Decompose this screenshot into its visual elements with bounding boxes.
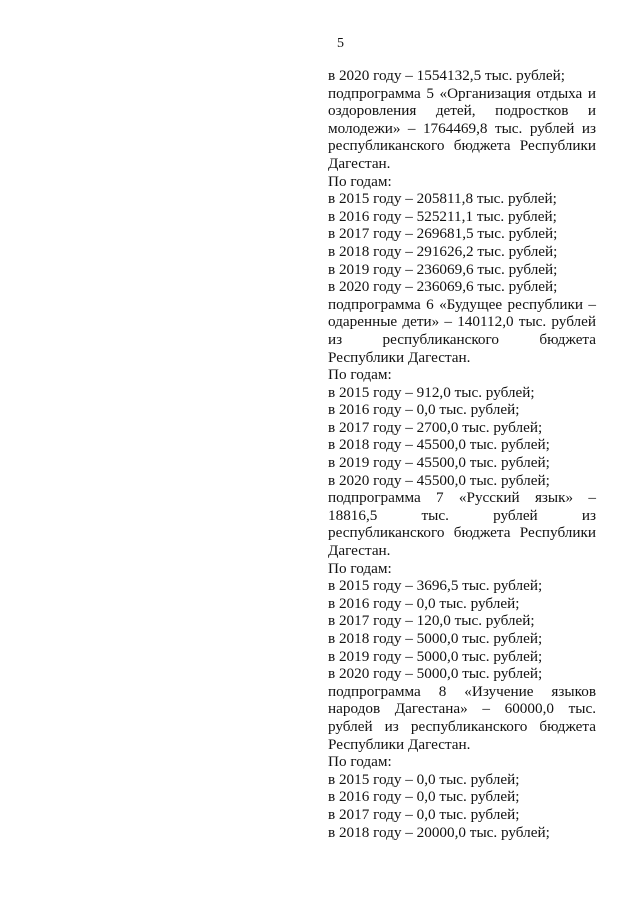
subprogram-5-line: оздоровления детей, подростков и bbox=[328, 102, 596, 120]
subprogram-8-line: Республики Дагестан. bbox=[328, 735, 471, 753]
year-line: в 2016 году – 525211,1 тыс. рублей; bbox=[328, 207, 557, 225]
year-line: в 2015 году – 912,0 тыс. рублей; bbox=[328, 383, 535, 401]
text-line: в 2020 году – 1554132,5 тыс. рублей; bbox=[328, 67, 565, 84]
year-line: в 2017 году – 2700,0 тыс. рублей; bbox=[328, 418, 543, 436]
year-line: в 2018 году – 20000,0 тыс. рублей; bbox=[328, 823, 550, 841]
year-line: в 2020 году – 5000,0 тыс. рублей; bbox=[328, 665, 543, 683]
year-line: в 2017 году – 269681,5 тыс. рублей; bbox=[328, 225, 558, 243]
subprogram-5-line: молодежи» – 1764469,8 тыс. рублей из bbox=[328, 119, 596, 137]
subprogram-8-line: подпрограмма 8 «Изучение языков bbox=[328, 682, 596, 700]
year-line: в 2017 году – 120,0 тыс. рублей; bbox=[328, 612, 535, 630]
subprogram-6-line: из республиканского бюджета bbox=[328, 330, 596, 348]
subprogram-5-line: республиканского бюджета Республики bbox=[328, 137, 596, 155]
subprogram-7-line: подпрограмма 7 «Русский язык» – bbox=[328, 489, 596, 507]
subprogram-8-line: рублей из республиканского бюджета bbox=[328, 717, 596, 735]
year-line: в 2019 году – 45500,0 тыс. рублей; bbox=[328, 454, 550, 472]
year-line: в 2018 году – 5000,0 тыс. рублей; bbox=[328, 630, 543, 647]
year-line: в 2015 году – 3696,5 тыс. рублей; bbox=[328, 577, 543, 595]
subprogram-6-line: подпрограмма 6 «Будущее республики – bbox=[328, 295, 596, 313]
year-line: в 2016 году – 0,0 тыс. рублей; bbox=[328, 401, 520, 419]
page-number: 5 bbox=[337, 36, 344, 51]
year-line: в 2016 году – 0,0 тыс. рублей; bbox=[328, 788, 520, 806]
year-line: в 2017 году – 0,0 тыс. рублей; bbox=[328, 805, 520, 823]
subprogram-8-line: народов Дагестана» – 60000,0 тыс. bbox=[328, 700, 596, 718]
by-years-heading: По годам: bbox=[328, 559, 392, 577]
year-line: в 2018 году – 291626,2 тыс. рублей; bbox=[328, 242, 558, 260]
subprogram-5-line: подпрограмма 5 «Организация отдыха и bbox=[328, 84, 596, 102]
subprogram-6-line: Республики Дагестан. bbox=[328, 348, 471, 366]
by-years-heading: По годам: bbox=[328, 753, 392, 771]
year-line: в 2020 году – 236069,6 тыс. рублей; bbox=[328, 278, 558, 296]
year-line: в 2020 году – 45500,0 тыс. рублей; bbox=[328, 471, 550, 489]
subprogram-7-line: 18816,5 тыс. рублей из bbox=[328, 506, 596, 524]
by-years-heading: По годам: bbox=[328, 366, 392, 384]
by-years-heading: По годам: bbox=[328, 172, 392, 190]
year-line: в 2018 году – 45500,0 тыс. рублей; bbox=[328, 436, 550, 454]
year-line: в 2015 году – 205811,8 тыс. рублей; bbox=[328, 190, 557, 208]
document-body bbox=[328, 67, 596, 841]
year-line: в 2016 году – 0,0 тыс. рублей; bbox=[328, 594, 520, 612]
year-line: в 2019 году – 5000,0 тыс. рублей; bbox=[328, 647, 543, 665]
subprogram-7-line: Дагестан. bbox=[328, 542, 391, 560]
year-line: в 2015 году – 0,0 тыс. рублей; bbox=[328, 770, 520, 788]
year-line: в 2019 году – 236069,6 тыс. рублей; bbox=[328, 260, 558, 278]
subprogram-7-line: республиканского бюджета Республики bbox=[328, 524, 596, 542]
subprogram-5-line: Дагестан. bbox=[328, 154, 391, 172]
subprogram-6-line: одаренные дети» – 140112,0 тыс. рублей bbox=[328, 313, 596, 331]
